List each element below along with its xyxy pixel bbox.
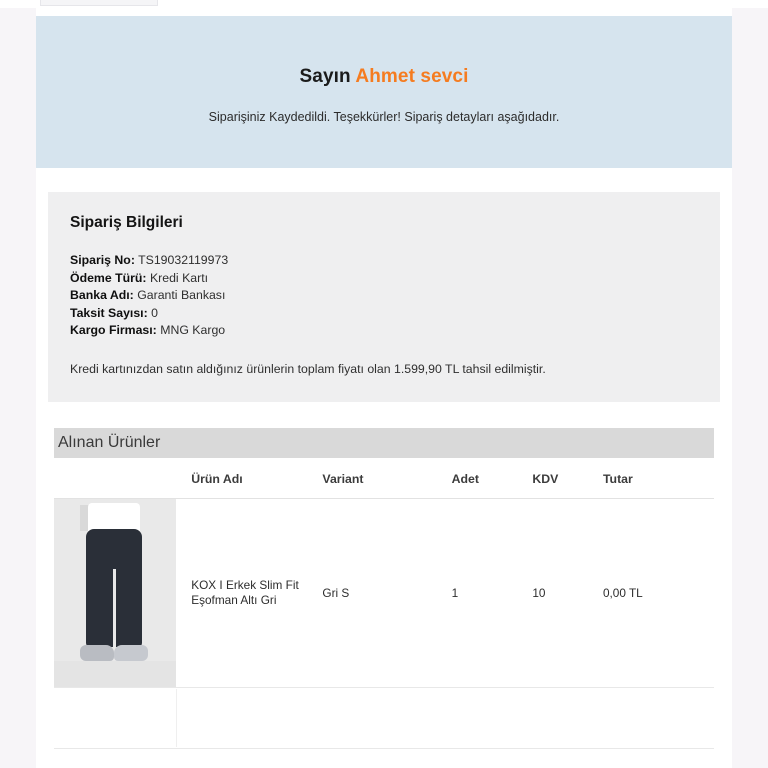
customer-name: Ahmet sevci bbox=[355, 66, 469, 87]
table-row bbox=[54, 498, 714, 687]
column-header-image bbox=[54, 458, 191, 499]
photo-shoe-left bbox=[80, 645, 114, 661]
spacer-cell bbox=[322, 687, 451, 748]
column-header-variant: Variant bbox=[322, 458, 451, 499]
product-name: KOX I Erkek Slim Fit Eşofman Altı Gri bbox=[191, 498, 322, 687]
spacer-cell bbox=[532, 687, 603, 748]
table-row-spacer bbox=[54, 687, 714, 748]
spacer-image-cell bbox=[54, 687, 191, 748]
order-field-value: Kredi Kartı bbox=[149, 270, 209, 285]
order-field-label: Taksit Sayısı: bbox=[70, 305, 148, 320]
product-tax: 10 bbox=[532, 498, 603, 687]
order-field-bank-name bbox=[70, 287, 698, 305]
column-header-total: Tutar bbox=[603, 458, 714, 499]
photo-floor bbox=[54, 661, 176, 687]
product-total: 0,00 TL bbox=[603, 498, 714, 687]
order-field-value: Garanti Bankası bbox=[137, 288, 226, 302]
product-variant: Gri S bbox=[322, 498, 451, 687]
column-header-tax: KDV bbox=[532, 458, 603, 499]
order-field-label: Banka Adı: bbox=[70, 288, 134, 302]
order-field-installments bbox=[70, 305, 698, 323]
order-field-value: TS19032119973 bbox=[138, 253, 229, 267]
header-strip bbox=[0, 0, 768, 8]
greeting-prefix: Sayın bbox=[299, 66, 356, 87]
table-header-row bbox=[54, 458, 714, 499]
photo-torso bbox=[88, 503, 140, 531]
column-header-name: Ürün Adı bbox=[191, 458, 322, 499]
photo-shoe-right bbox=[114, 645, 148, 661]
products-title-bar bbox=[54, 428, 714, 458]
order-field-label: Sipariş No: bbox=[70, 253, 135, 267]
order-field-label: Kargo Firması: bbox=[70, 323, 157, 337]
order-field-shipping-company bbox=[70, 322, 698, 340]
spacer-cell bbox=[452, 687, 533, 748]
spacer-cell bbox=[191, 687, 322, 748]
spacer-cell bbox=[603, 687, 714, 748]
photo-leg-split bbox=[113, 569, 116, 647]
column-header-quantity: Adet bbox=[452, 458, 533, 499]
order-field-label: Ödeme Türü: bbox=[70, 270, 147, 285]
order-info-card bbox=[48, 192, 720, 402]
confirmation-message: Siparişiniz Kaydedildi. Teşekkürler! Sipariş detayları aşağıdadır. bbox=[208, 110, 560, 124]
products-table bbox=[54, 458, 714, 749]
order-field-value: MNG Kargo bbox=[160, 323, 226, 337]
products-section-title: Alınan Ürünler bbox=[58, 433, 161, 451]
product-photo[interactable] bbox=[54, 499, 176, 687]
greeting-banner bbox=[36, 16, 732, 168]
spacer-thumb-slot bbox=[54, 689, 177, 747]
order-field-order-no bbox=[70, 252, 698, 270]
products-section bbox=[54, 428, 714, 749]
order-info-title: Sipariş Bilgileri bbox=[70, 214, 183, 231]
payment-note: Kredi kartınızdan satın aldığınız ürünlerin toplam fiyatı olan 1.599,90 TL tahsil edilmiştir. bbox=[70, 361, 546, 376]
product-quantity: 1 bbox=[452, 498, 533, 687]
page-content bbox=[0, 16, 768, 749]
store-logo[interactable] bbox=[40, 0, 158, 6]
order-field-payment-type bbox=[70, 270, 698, 288]
page-title bbox=[56, 66, 712, 88]
order-field-value: 0 bbox=[151, 305, 158, 320]
product-image-cell bbox=[54, 498, 191, 687]
